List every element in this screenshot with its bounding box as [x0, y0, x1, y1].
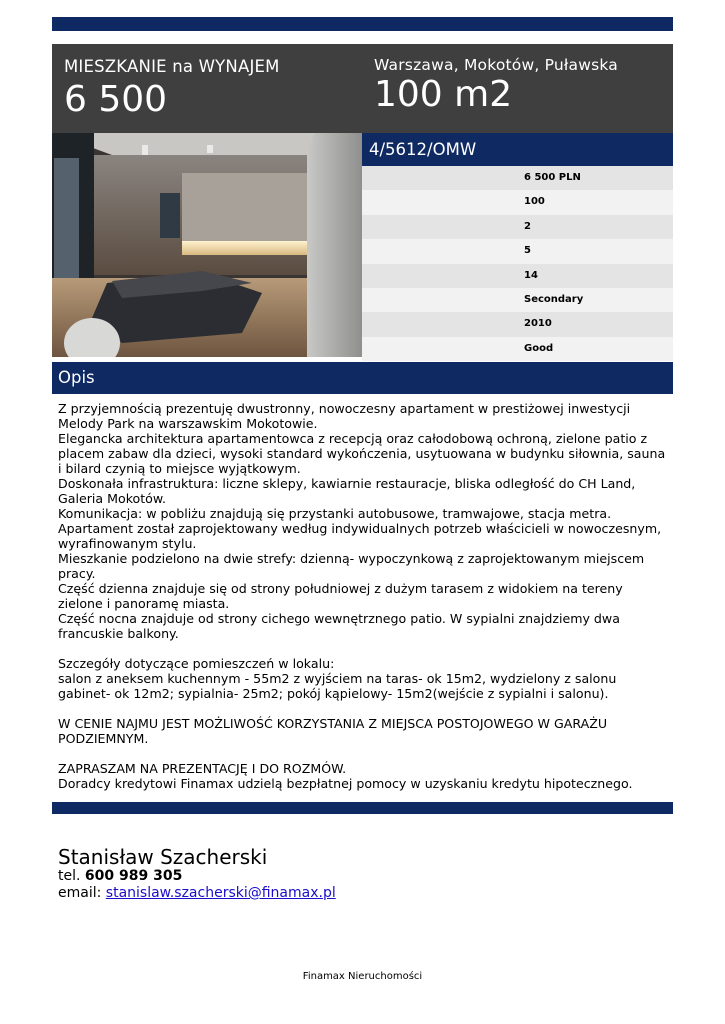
agent-phone[interactable]: 600 989 305	[84, 868, 183, 884]
agent-email-link[interactable]: stanislaw.szacherski@finamax.pl	[105, 885, 336, 901]
description-paragraph: ZAPRASZAM NA PREZENTACJĘ I DO ROZMÓW.	[58, 761, 347, 776]
spec-price: 6 500 PLN	[362, 166, 673, 190]
bottom-bar	[52, 802, 673, 814]
description-paragraph: Szczegóły dotyczące pomieszczeń w lokalu:	[58, 656, 335, 671]
description-body	[58, 401, 666, 791]
description-paragraph: salon z aneksem kuchennym - 55m2 z wyjściem na taras- ok 15m2, wydzielony z salonu gabinet- ok 12m2; sypialnia- 25m2; pokój kąpielowy- 15m2(wejście z sypialni i salonu).	[58, 671, 617, 701]
description-paragraph: Część dzienna znajduje się od strony południowej z dużym tarasem z widokiem na tereny zielone i panoramę miasta.	[58, 581, 623, 611]
footer-company: Finamax Nieruchomości	[302, 971, 423, 982]
description-heading: Opis	[52, 362, 673, 394]
agent-contact	[58, 846, 336, 902]
header-left	[64, 57, 280, 120]
spec-floor: 5	[362, 239, 673, 263]
paragraph-gap	[58, 701, 666, 716]
email-label: email:	[58, 885, 106, 901]
listing-header	[52, 44, 673, 133]
description-paragraph: Komunikacja: w pobliżu znajdują się przystanki autobusowe, tramwajowe, stacja metra.	[58, 506, 612, 521]
description-paragraph: Z przyjemnością prezentuję dwustronny, nowoczesny apartament w prestiżowej inwestycji Melody Park na warszawskim Mokotowie.	[58, 401, 631, 431]
description-paragraph: Doradcy kredytowi Finamax udzielą bezpłatnej pomocy w uzyskaniu kredytu hipotecznego.	[58, 776, 633, 791]
spec-condition: Good	[362, 337, 673, 361]
listing-area: 100 m2	[374, 74, 513, 115]
description-paragraph: W CENIE NAJMU JEST MOŻLIWOŚĆ KORZYSTANIA Z MIEJSCA POSTOJOWEGO W GARAŻU PODZIEMNYM.	[58, 716, 608, 746]
listing-type: MIESZKANIE na WYNAJEM	[64, 57, 280, 76]
spec-floors-total: 14	[362, 264, 673, 288]
agent-email-line	[58, 885, 336, 902]
description-paragraph: Apartament został zaprojektowany według indywidualnych potrzeb właścicieli w nowoczesnym, wyrafinowanym stylu.	[58, 521, 662, 551]
paragraph-gap	[58, 746, 666, 761]
spec-year: 2010	[362, 312, 673, 336]
spec-market: Secondary	[362, 288, 673, 312]
listing-photo	[52, 133, 362, 357]
listing-price: 6 500	[64, 79, 168, 120]
description-paragraph: Doskonała infrastruktura: liczne sklepy, kawiarnie restauracje, bliska odległość do CH Land, Galeria Mokotów.	[58, 476, 636, 506]
spec-area: 100	[362, 190, 673, 214]
spec-rooms: 2	[362, 215, 673, 239]
spec-table	[362, 166, 673, 361]
top-bar	[52, 17, 673, 31]
listing-location: Warszawa, Mokotów, Puławska	[374, 56, 618, 74]
header-right	[374, 56, 618, 115]
description-paragraph: Mieszkanie podzielono na dwie strefy: dzienną- wypoczynkową z zaprojektowanym miejscem pracy.	[58, 551, 645, 581]
agent-name: Stanisław Szacherski	[58, 845, 268, 869]
listing-reference: 4/5612/OMW	[362, 133, 673, 166]
phone-label: tel.	[58, 868, 85, 884]
description-paragraph: Elegancka architektura apartamentowca z recepcją oraz całodobową ochroną, zielone patio z placem zabaw dla dzieci, wysoki standard wykończenia, usytuowana w budynku siłownia, sauna i bilard czynią to miejsce wyjątkowym.	[58, 431, 666, 476]
description-paragraph: Część nocna znajduje od strony cichego wewnętrznego patio. W sypialni znajdziemy dwa francuskie balkony.	[58, 611, 620, 641]
paragraph-gap	[58, 641, 666, 656]
agent-phone-line	[58, 868, 336, 885]
